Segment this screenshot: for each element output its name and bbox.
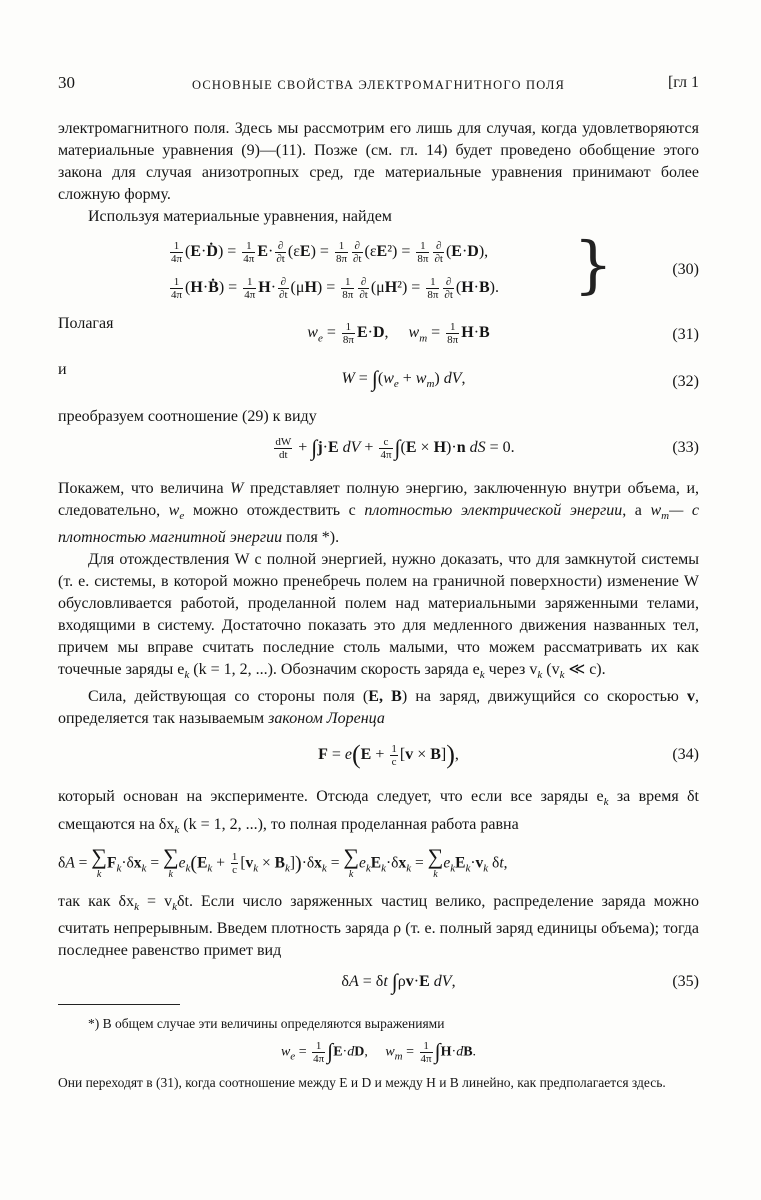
equation-work: δA = ∑ k $F_k\cdot\delta x_k$ = ∑ k $e_k(E_k$ + $\frac{1}{c}$ $[v_k \times B_k])\cdot\delta x_k$ = ∑ k $e_kE_k\cdot\delta x_k$ = ∑ k $e_kE_k\cdot v_k$ δt, <box>58 843 508 880</box>
equation-30-line-2: $\frac{1}{4\pi}$ (H·Ḃ) = $\frac{1}{4\pi}$ H· $\frac{\partial}{\partial t}$ (μH) = $\frac{1}{8\pi}$ $\frac{\partial}{\partial t}$ (μH²) = $\frac{1}{8\pi}$ $\frac{\partial}{\partial t}$ (H·B). <box>170 275 499 301</box>
chapter-marker: [гл 1 <box>667 74 699 91</box>
paragraph-2: Используя материальные уравнения, найдем <box>88 208 392 225</box>
footnote-intro: *) В общем случае эти величины определяются выражениями <box>88 1016 445 1031</box>
page-number: 30 <box>58 73 75 92</box>
page-body <box>58 118 699 1002</box>
paragraph-8: Сила, действующая со стороны поля (E, B) на заряд, движущийся со скоростью v, определяется так называемым законом Лоренца <box>58 688 700 728</box>
equation-30-line-1: $\frac{1}{4\pi}$ (E·Ḋ) = $\frac{1}{4\pi}$ E· $\frac{\partial}{\partial t}$ (εE) = $\frac{1}{8\pi}$ $\frac{\partial}{\partial t}$ (εE²) = $\frac{1}{8\pi}$ $\frac{\partial}{\partial t}$ (E·D), <box>170 239 489 265</box>
equation-34: F = e(E + $\frac{1}{c}$ [v × B]), (34) <box>318 740 699 770</box>
footnote-rule <box>58 1004 180 1005</box>
right-brace: } <box>573 228 613 301</box>
paragraph-5: преобразуем соотношение (29) к виду <box>58 408 317 425</box>
paragraph-6: Покажем, что величина W представляет полную энергию, заключенную внутри объема, и, следовательно, $w_e$ можно отождествить с плотностью электрической энергии, а $w_m—$ с плотностью магнитной энергии поля *). <box>58 480 700 547</box>
paragraph-9: который основан на эксперименте. Отсюда следует, что если все заряды $e_k$ за время δt смещаются на $\delta x_k$ (k = 1, 2, ...), то полная проделанная работа равна <box>58 788 700 836</box>
paragraph-4: и <box>58 361 67 378</box>
equation-33: $\frac{dW}{dt}$ + ∫j·E dV + $\frac{c}{4\pi}$ ∫(E × H)·n dS = 0. (33) <box>275 434 699 461</box>
equation-number-30: (30) <box>672 261 699 278</box>
equation-number-35: (35) <box>672 972 699 990</box>
paragraph-3: Полагая <box>58 315 114 332</box>
equation-number-32: (32) <box>672 373 699 390</box>
equation-30 <box>58 228 699 308</box>
equation-35: δA = δt ∫ρv·E dV, (35) <box>341 968 699 994</box>
paragraph-7: Для отождествления W с полной энергией, нужно доказать, что для замкнутой системы (т. е. системы, в которой можно пренебречь полем на граничной поверхности) изменение W обусловливается работой, проделанной полем над материальными заряженными телами, входящими в систему. Достаточно показать это для медленного движения названных тел, причем мы вправе считать последние столь малыми, что можем рассматривать их как точечные заряды $e_k$ (k = 1, 2, ...). Обозначим скорость заряда $e_k$ через $v_k$ ($v_k$ ≪ c). <box>58 551 699 682</box>
equation-32: и $W = \int(w_e + w_m)$ dV, (32) <box>58 361 699 392</box>
paragraph-1: электромагнитного поля. Здесь мы рассмотрим его лишь для случая, когда удовлетворяются материальные уравнения (9)—(11). Позже (см. гл. 14) будет проведено обобщение этого закона для случая анизотропных сред, где материальные уравнения принимают более сложную форму. <box>58 120 699 203</box>
equation-number-31: (31) <box>672 326 699 343</box>
footnote-outro: Они переходят в (31), когда соотношение между E и D и между H и B линейно, как предполагается здесь. <box>58 1075 666 1090</box>
running-header <box>58 72 699 92</box>
equation-31: Полагая $w_e$ = $\frac{1}{8\pi}$ E·D, $w_m$ = $\frac{1}{8\pi}$ H·B (31) <box>58 315 699 346</box>
footnote-equation: $w_e$ = $\frac{1}{4\pi}$ ∫E·dD, $w_m$ = $\frac{1}{4\pi}$ ∫H·dB. <box>280 1038 477 1065</box>
running-title: ОСНОВНЫЕ СВОЙСТВА ЭЛЕКТРОМАГНИТНОГО ПОЛЯ <box>191 78 566 92</box>
paragraph-10: так как $\delta x_k = v_k\delta t$. Если число заряженных частиц велико, распределение заряда можно считать непрерывным. Введем плотность заряда ρ (т. е. полный заряд единицы объема); тогда последнее равенство примет вид <box>58 892 700 959</box>
footnote <box>58 1014 699 1092</box>
equation-number-33: (33) <box>672 439 699 456</box>
equation-number-34: (34) <box>672 746 699 764</box>
